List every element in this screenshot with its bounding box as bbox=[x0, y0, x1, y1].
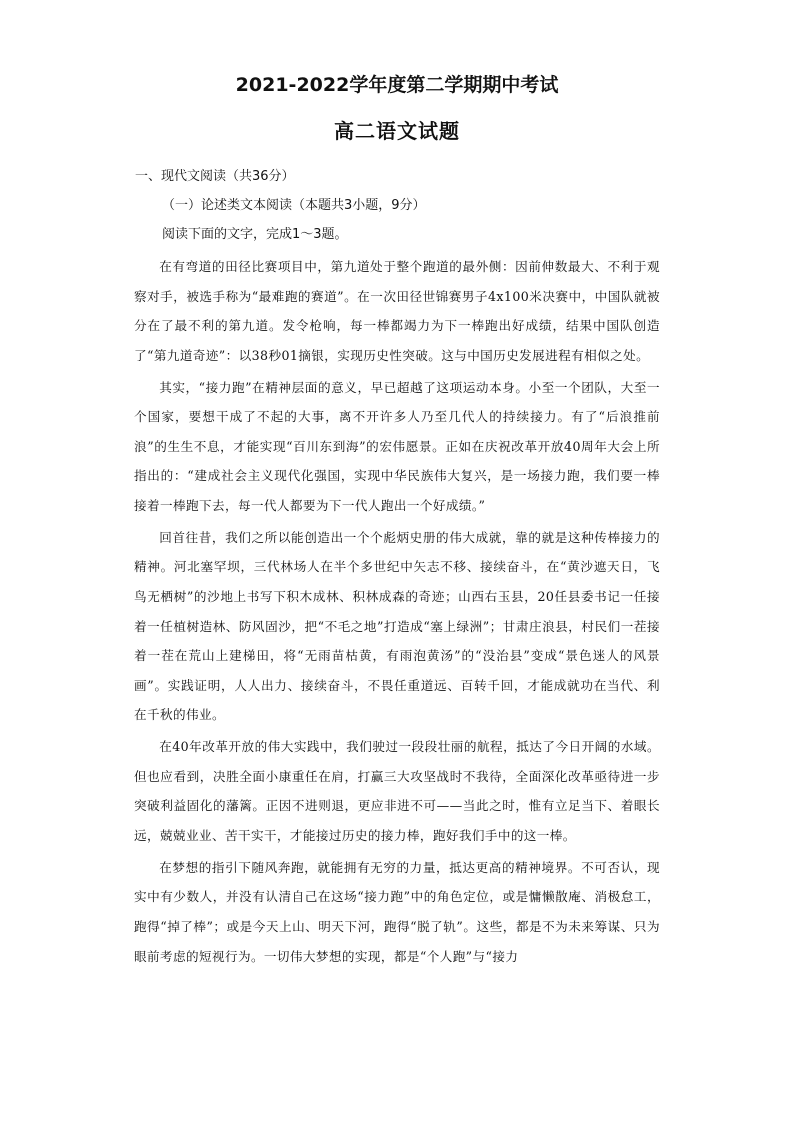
reading-instruction: 阅读下面的文字，完成1～3题。 bbox=[162, 227, 348, 242]
exam-title: 2021-2022学年度第二学期期中考试 bbox=[235, 74, 559, 96]
passage-paragraph: 在有弯道的田径比赛项目中，第九道处于整个跑道的最外侧：因前伸数最大、不利于观察对手，被选手称为“最难跑的赛道”。在一次田径世锦赛男子4x100米决赛中，中国队就被分在了最不利的第九道。发令枪响，每一棒都竭力为下一棒跑出好成绩，结果中国队创造了“第九道奇迹”：以38秒01摘银，实现历史性突破。这与中国历史发展进程有相似之处。 bbox=[134, 259, 660, 363]
subsection-heading: （一）论述类文本阅读（本题共3小题，9分） bbox=[162, 198, 426, 213]
passage-paragraph: 在40年改革开放的伟大实践中，我们驶过一段段壮丽的航程，抵达了今日开阔的水域。但也应看到，决胜全面小康重任在肩，打赢三大攻坚战时不我待，全面深化改革亟待进一步突破利益固化的藩篱。正因不进则退，更应非进不可——当此之时，惟有立足当下、着眼长远，兢兢业业、苦干实干，才能接过历史的接力棒，跑好我们手中的这一棒。 bbox=[134, 739, 660, 843]
passage-paragraph: 在梦想的指引下随风奔跑，就能拥有无穷的力量，抵达更高的精神境界。不可否认，现实中有少数人，并没有认清自己在这场“接力跑”中的角色定位，或是慵懒散庵、消极怠工，跑得“掉了棒”；或是今天上山、明天下河，跑得“脱了轨”。这些，都是不为未来筹谋、只为眼前考虑的短视行为。一切伟大梦想的实现，都是“个人跑”与“接力 bbox=[134, 859, 660, 964]
passage-paragraph: 其实，“接力跑”在精神层面的意义，早已超越了这项运动本身。小至一个团队，大至一个国家，要想干成了不起的大事，离不开许多人乃至几代人的持续接力。有了“后浪推前浪”的生生不息，才能实现“百川东到海”的宏伟愿景。正如在庆祝改革开放40周年大会上所指出的：“建成社会主义现代化强国，实现中华民族伟大复兴，是一场接力跑，我们要一棒接着一棒跑下去，每一代人都要为下一代人跑出一个好成绩。” bbox=[134, 379, 660, 513]
section-heading: 一、现代文阅读（共36分） bbox=[135, 169, 295, 184]
passage-paragraph: 回首往昔，我们之所以能创造出一个个彪炳史册的伟大成就，靠的就是这种传棒接力的精神。河北塞罕坝，三代林场人在半个多世纪中矢志不移、接续奋斗，在“黄沙遮天日，飞鸟无栖树”的沙地上书写下积木成林、积林成森的奇迹；山西右玉县，20任县委书记一任接着一任植树造林、防风固沙，把“不毛之地”打造成“塞上绿洲”；甘肃庄浪县，村民们一茬接着一茬在荒山上建梯田，将“无雨苗枯黄，有雨泡黄汤”的“没治县”变成“景色迷人的风景画”。实践证明，人人出力、接续奋斗，不畏任重道远、百转千回，才能成就功在当代、利在千秋的伟业。 bbox=[134, 529, 660, 723]
reading-passage bbox=[134, 252, 660, 974]
exam-subtitle: 高二语文试题 bbox=[334, 119, 460, 143]
